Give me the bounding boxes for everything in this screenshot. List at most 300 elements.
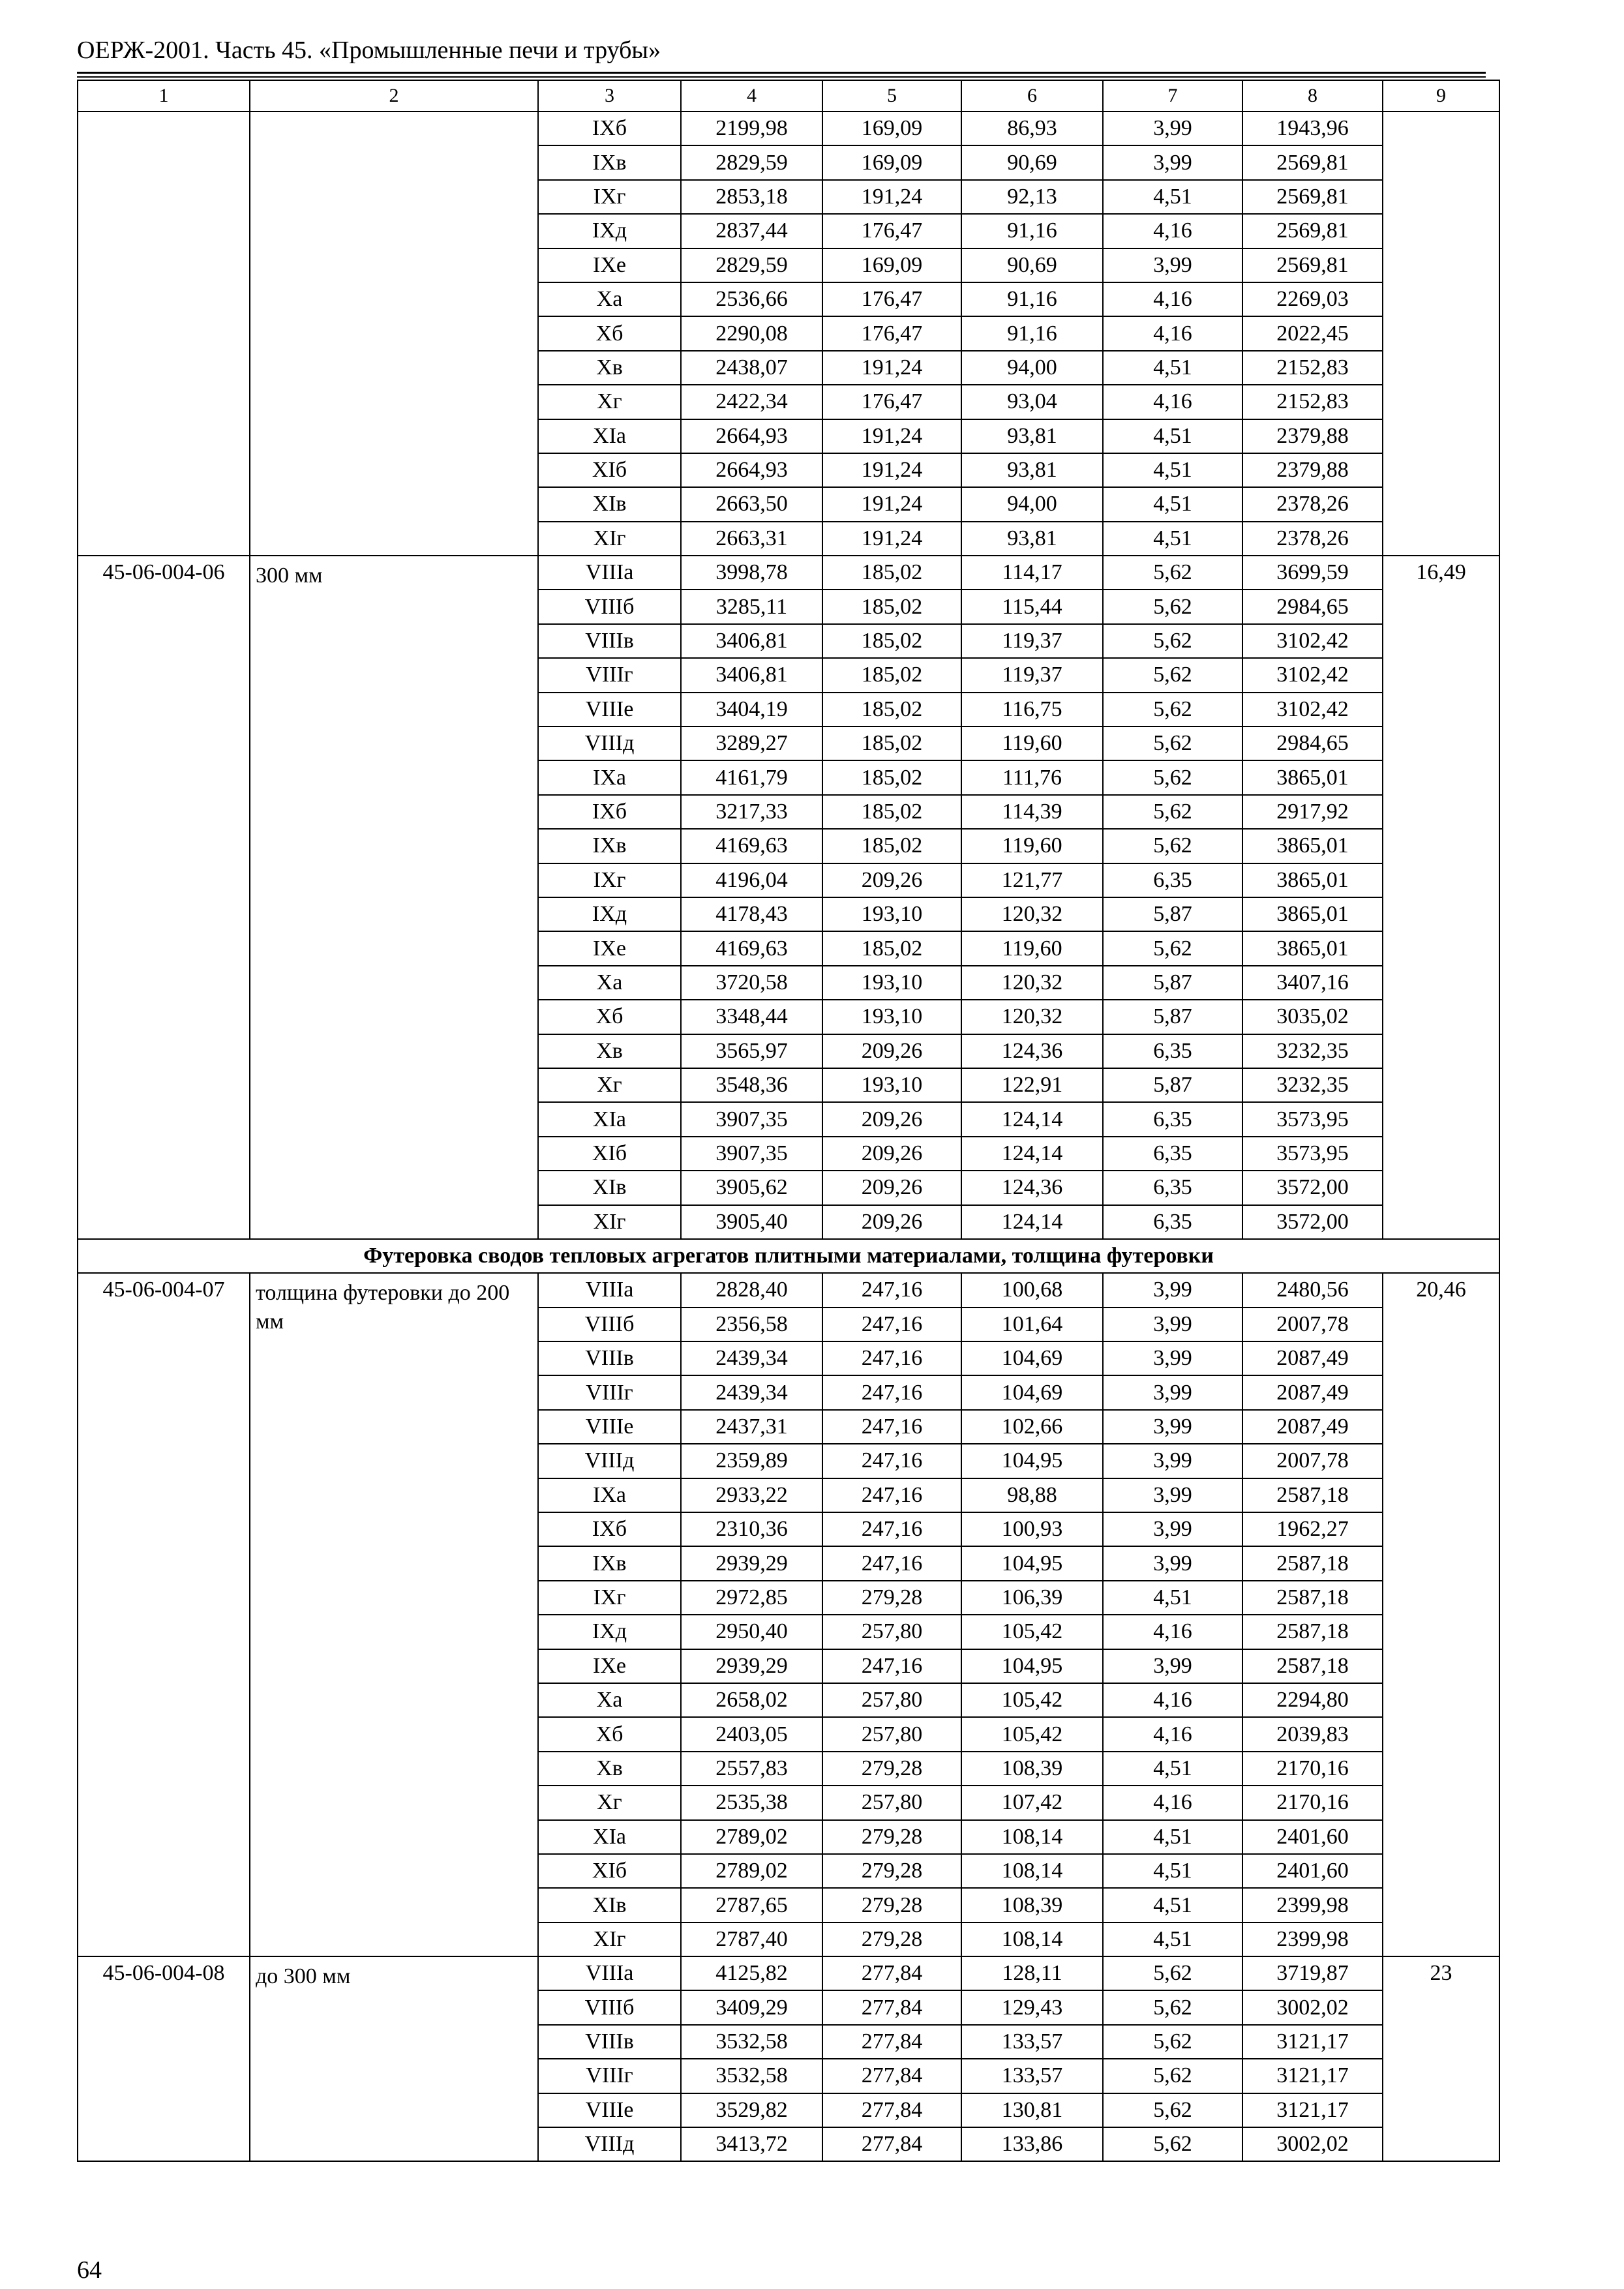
price-zone-cell: IXб: [538, 112, 681, 145]
value-cell: 3407,16: [1242, 966, 1383, 1000]
value-cell: 279,28: [822, 1820, 961, 1854]
header-rule-thin: [77, 76, 1486, 78]
value-cell: 193,10: [822, 1000, 961, 1034]
value-cell: 4,51: [1103, 180, 1242, 214]
rate-description: 300 мм: [250, 556, 538, 1239]
price-zone-cell: VIIIг: [538, 2059, 681, 2093]
value-cell: 2587,18: [1242, 1581, 1383, 1615]
value-cell: 2378,26: [1242, 522, 1383, 556]
value-cell: 257,80: [822, 1683, 961, 1717]
value-cell: 3232,35: [1242, 1034, 1383, 1068]
value-cell: 277,84: [822, 2127, 961, 2161]
value-cell: 191,24: [822, 453, 961, 487]
value-cell: 104,69: [961, 1375, 1103, 1409]
value-cell: 2152,83: [1242, 385, 1383, 419]
value-cell: 5,62: [1103, 931, 1242, 965]
value-cell: 119,60: [961, 726, 1103, 760]
value-cell: 3,99: [1103, 1341, 1242, 1375]
value-cell: 209,26: [822, 1205, 961, 1239]
value-cell: 176,47: [822, 316, 961, 350]
value-cell: 4169,63: [681, 829, 822, 863]
value-cell: 2663,31: [681, 522, 822, 556]
value-cell: 3102,42: [1242, 624, 1383, 658]
price-zone-cell: Xa: [538, 282, 681, 316]
value-cell: 3121,17: [1242, 2059, 1383, 2093]
value-cell: 185,02: [822, 624, 961, 658]
value-cell: 169,09: [822, 145, 961, 179]
value-cell: 176,47: [822, 282, 961, 316]
value-cell: 108,39: [961, 1752, 1103, 1786]
value-cell: 2933,22: [681, 1478, 822, 1512]
value-cell: 257,80: [822, 1717, 961, 1751]
value-cell: 2569,81: [1242, 145, 1383, 179]
value-cell: 2829,59: [681, 248, 822, 282]
value-cell: 2439,34: [681, 1341, 822, 1375]
column-number: 8: [1242, 80, 1383, 112]
value-cell: 3573,95: [1242, 1137, 1383, 1171]
value-cell: 3035,02: [1242, 1000, 1383, 1034]
value-cell: 5,87: [1103, 1068, 1242, 1102]
value-cell: 2917,92: [1242, 795, 1383, 829]
value-cell: 129,43: [961, 1990, 1103, 2024]
value-cell: 124,36: [961, 1171, 1103, 1204]
value-cell: 2853,18: [681, 180, 822, 214]
price-zone-cell: XIa: [538, 1820, 681, 1854]
value-cell: 209,26: [822, 1034, 961, 1068]
value-cell: 4,16: [1103, 1717, 1242, 1751]
value-cell: 4,51: [1103, 1854, 1242, 1888]
value-cell: 191,24: [822, 522, 961, 556]
value-cell: 119,60: [961, 931, 1103, 965]
value-cell: 2087,49: [1242, 1410, 1383, 1444]
price-zone-cell: XIг: [538, 522, 681, 556]
code-cell-continued: [78, 112, 250, 556]
price-zone-cell: Xг: [538, 385, 681, 419]
value-cell: 279,28: [822, 1922, 961, 1956]
value-cell: 121,77: [961, 863, 1103, 897]
value-cell: 2422,34: [681, 385, 822, 419]
value-cell: 2269,03: [1242, 282, 1383, 316]
value-cell: 2437,31: [681, 1410, 822, 1444]
price-zone-cell: VIIIб: [538, 590, 681, 623]
value-cell: 185,02: [822, 795, 961, 829]
value-cell: 5,87: [1103, 966, 1242, 1000]
value-cell: 3121,17: [1242, 2093, 1383, 2127]
value-cell: 3865,01: [1242, 863, 1383, 897]
value-cell: 101,64: [961, 1308, 1103, 1341]
value-cell: 209,26: [822, 863, 961, 897]
value-cell: 5,62: [1103, 1956, 1242, 1990]
price-zone-cell: Xa: [538, 966, 681, 1000]
value-cell: 2837,44: [681, 214, 822, 248]
value-cell: 2569,81: [1242, 180, 1383, 214]
value-cell: 3905,62: [681, 1171, 822, 1204]
value-cell: 209,26: [822, 1137, 961, 1171]
value-cell: 3865,01: [1242, 829, 1383, 863]
value-cell: 98,88: [961, 1478, 1103, 1512]
value-cell: 2356,58: [681, 1308, 822, 1341]
value-cell: 209,26: [822, 1171, 961, 1204]
column-number: 9: [1383, 80, 1499, 112]
col9-value: 23: [1383, 1956, 1499, 2161]
price-zone-cell: VIIIe: [538, 2093, 681, 2127]
value-cell: 185,02: [822, 693, 961, 726]
value-cell: 2039,83: [1242, 1717, 1383, 1751]
value-cell: 2399,98: [1242, 1922, 1383, 1956]
value-cell: 107,42: [961, 1786, 1103, 1819]
value-cell: 2022,45: [1242, 316, 1383, 350]
value-cell: 105,42: [961, 1683, 1103, 1717]
value-cell: 3232,35: [1242, 1068, 1383, 1102]
description-cell-continued: [250, 112, 538, 556]
value-cell: 3865,01: [1242, 897, 1383, 931]
value-cell: 4169,63: [681, 931, 822, 965]
value-cell: 3,99: [1103, 1546, 1242, 1580]
price-zone-cell: VIIIг: [538, 1375, 681, 1409]
value-cell: 4,51: [1103, 453, 1242, 487]
value-cell: 91,16: [961, 316, 1103, 350]
value-cell: 247,16: [822, 1512, 961, 1546]
price-zone-cell: VIIIб: [538, 1990, 681, 2024]
value-cell: 2587,18: [1242, 1546, 1383, 1580]
value-cell: 3,99: [1103, 1512, 1242, 1546]
table-row: [78, 1273, 1499, 1307]
value-cell: 3572,00: [1242, 1205, 1383, 1239]
value-cell: 3865,01: [1242, 760, 1383, 794]
value-cell: 2170,16: [1242, 1752, 1383, 1786]
value-cell: 3,99: [1103, 1273, 1242, 1307]
value-cell: 93,81: [961, 453, 1103, 487]
value-cell: 191,24: [822, 180, 961, 214]
running-header: ОЕРЖ-2001. Часть 45. «Промышленные печи и трубы»: [77, 37, 661, 64]
value-cell: 93,81: [961, 419, 1103, 453]
value-cell: 93,81: [961, 522, 1103, 556]
value-cell: 2789,02: [681, 1820, 822, 1854]
value-cell: 108,39: [961, 1888, 1103, 1922]
value-cell: 105,42: [961, 1615, 1103, 1649]
value-cell: 108,14: [961, 1820, 1103, 1854]
value-cell: 6,35: [1103, 863, 1242, 897]
value-cell: 277,84: [822, 1990, 961, 2024]
value-cell: 169,09: [822, 248, 961, 282]
value-cell: 122,91: [961, 1068, 1103, 1102]
value-cell: 185,02: [822, 590, 961, 623]
value-cell: 209,26: [822, 1102, 961, 1136]
value-cell: 2663,50: [681, 487, 822, 521]
value-cell: 124,14: [961, 1102, 1103, 1136]
column-number-row: [78, 80, 1499, 112]
price-zone-cell: VIIIв: [538, 2025, 681, 2059]
value-cell: 1962,27: [1242, 1512, 1383, 1546]
value-cell: 3121,17: [1242, 2025, 1383, 2059]
value-cell: 247,16: [822, 1444, 961, 1478]
value-cell: 279,28: [822, 1581, 961, 1615]
price-zone-cell: Xг: [538, 1786, 681, 1819]
value-cell: 104,69: [961, 1341, 1103, 1375]
value-cell: 3,99: [1103, 1410, 1242, 1444]
value-cell: 2294,80: [1242, 1683, 1383, 1717]
value-cell: 3,99: [1103, 248, 1242, 282]
price-zone-cell: IXб: [538, 795, 681, 829]
value-cell: 3907,35: [681, 1137, 822, 1171]
value-cell: 105,42: [961, 1717, 1103, 1751]
value-cell: 247,16: [822, 1341, 961, 1375]
rate-code: 45-06-004-08: [78, 1956, 250, 2161]
value-cell: 114,17: [961, 556, 1103, 590]
price-zone-cell: IXг: [538, 180, 681, 214]
table-row: [78, 1956, 1499, 1990]
column-number: 7: [1103, 80, 1242, 112]
value-cell: 5,62: [1103, 2025, 1242, 2059]
value-cell: 94,00: [961, 487, 1103, 521]
column-number: 6: [961, 80, 1103, 112]
value-cell: 3409,29: [681, 1990, 822, 2024]
price-zone-cell: IXв: [538, 1546, 681, 1580]
value-cell: 3,99: [1103, 1444, 1242, 1478]
value-cell: 4,16: [1103, 282, 1242, 316]
value-cell: 2939,29: [681, 1649, 822, 1683]
price-zone-cell: IXд: [538, 897, 681, 931]
value-cell: 3406,81: [681, 624, 822, 658]
value-cell: 185,02: [822, 829, 961, 863]
value-cell: 247,16: [822, 1308, 961, 1341]
value-cell: 3406,81: [681, 658, 822, 692]
price-zone-cell: XIб: [538, 453, 681, 487]
value-cell: 2199,98: [681, 112, 822, 145]
value-cell: 277,84: [822, 1956, 961, 1990]
price-zone-cell: VIIIв: [538, 624, 681, 658]
value-cell: 185,02: [822, 760, 961, 794]
rate-description: до 300 мм: [250, 1956, 538, 2161]
value-cell: 106,39: [961, 1581, 1103, 1615]
value-cell: 133,86: [961, 2127, 1103, 2161]
rate-description: толщина футеровки до 200 мм: [250, 1273, 538, 1956]
value-cell: 4125,82: [681, 1956, 822, 1990]
value-cell: 247,16: [822, 1410, 961, 1444]
value-cell: 191,24: [822, 419, 961, 453]
value-cell: 3102,42: [1242, 658, 1383, 692]
price-zone-cell: IXe: [538, 1649, 681, 1683]
value-cell: 2828,40: [681, 1273, 822, 1307]
value-cell: 4161,79: [681, 760, 822, 794]
value-cell: 2950,40: [681, 1615, 822, 1649]
header-rule-thick: [77, 72, 1486, 74]
value-cell: 5,62: [1103, 795, 1242, 829]
value-cell: 2787,65: [681, 1888, 822, 1922]
value-cell: 115,44: [961, 590, 1103, 623]
value-cell: 3907,35: [681, 1102, 822, 1136]
price-zone-cell: VIIIд: [538, 2127, 681, 2161]
value-cell: 104,95: [961, 1649, 1103, 1683]
value-cell: 3532,58: [681, 2025, 822, 2059]
value-cell: 2789,02: [681, 1854, 822, 1888]
value-cell: 3699,59: [1242, 556, 1383, 590]
value-cell: 93,04: [961, 385, 1103, 419]
price-zone-cell: IXб: [538, 1512, 681, 1546]
price-zone-cell: XIa: [538, 1102, 681, 1136]
value-cell: 3865,01: [1242, 931, 1383, 965]
price-zone-cell: VIIIa: [538, 556, 681, 590]
price-zone-cell: VIIIг: [538, 658, 681, 692]
table-row: [78, 556, 1499, 590]
value-cell: 86,93: [961, 112, 1103, 145]
value-cell: 2787,40: [681, 1922, 822, 1956]
value-cell: 104,95: [961, 1444, 1103, 1478]
value-cell: 4,51: [1103, 419, 1242, 453]
price-zone-cell: IXг: [538, 863, 681, 897]
value-cell: 120,32: [961, 897, 1103, 931]
value-cell: 2399,98: [1242, 1888, 1383, 1922]
price-zone-cell: XIг: [538, 1205, 681, 1239]
value-cell: 279,28: [822, 1752, 961, 1786]
value-cell: 2829,59: [681, 145, 822, 179]
value-cell: 3565,97: [681, 1034, 822, 1068]
value-cell: 5,62: [1103, 2127, 1242, 2161]
value-cell: 2569,81: [1242, 248, 1383, 282]
value-cell: 2658,02: [681, 1683, 822, 1717]
price-zone-cell: XIг: [538, 1922, 681, 1956]
value-cell: 3285,11: [681, 590, 822, 623]
price-zone-cell: VIIIд: [538, 1444, 681, 1478]
section-title: Футеровка сводов тепловых агрегатов плитными материалами, толщина футеровки: [78, 1239, 1499, 1273]
value-cell: 3572,00: [1242, 1171, 1383, 1204]
price-zone-cell: IXд: [538, 214, 681, 248]
value-cell: 119,37: [961, 624, 1103, 658]
value-cell: 3,99: [1103, 1478, 1242, 1512]
value-cell: 2569,81: [1242, 214, 1383, 248]
column-number: 3: [538, 80, 681, 112]
price-zone-cell: VIIIд: [538, 726, 681, 760]
value-cell: 3,99: [1103, 145, 1242, 179]
value-cell: 5,62: [1103, 693, 1242, 726]
value-cell: 104,95: [961, 1546, 1103, 1580]
value-cell: 3217,33: [681, 795, 822, 829]
value-cell: 130,81: [961, 2093, 1103, 2127]
value-cell: 1943,96: [1242, 112, 1383, 145]
value-cell: 3529,82: [681, 2093, 822, 2127]
price-zone-cell: IXe: [538, 248, 681, 282]
price-zone-cell: IXв: [538, 829, 681, 863]
rate-code: 45-06-004-06: [78, 556, 250, 1239]
value-cell: 108,14: [961, 1854, 1103, 1888]
value-cell: 4,51: [1103, 522, 1242, 556]
value-cell: 120,32: [961, 966, 1103, 1000]
value-cell: 279,28: [822, 1854, 961, 1888]
value-cell: 3404,19: [681, 693, 822, 726]
value-cell: 4196,04: [681, 863, 822, 897]
value-cell: 2939,29: [681, 1546, 822, 1580]
value-cell: 279,28: [822, 1888, 961, 1922]
value-cell: 5,62: [1103, 2093, 1242, 2127]
price-zone-cell: VIIIв: [538, 1341, 681, 1375]
value-cell: 5,62: [1103, 760, 1242, 794]
value-cell: 4178,43: [681, 897, 822, 931]
value-cell: 108,14: [961, 1922, 1103, 1956]
col9-cell-continued: [1383, 112, 1499, 556]
value-cell: 277,84: [822, 2059, 961, 2093]
value-cell: 193,10: [822, 1068, 961, 1102]
value-cell: 4,51: [1103, 1922, 1242, 1956]
value-cell: 2984,65: [1242, 726, 1383, 760]
value-cell: 4,51: [1103, 1820, 1242, 1854]
value-cell: 2587,18: [1242, 1478, 1383, 1512]
value-cell: 3720,58: [681, 966, 822, 1000]
value-cell: 90,69: [961, 248, 1103, 282]
value-cell: 277,84: [822, 2025, 961, 2059]
value-cell: 2439,34: [681, 1375, 822, 1409]
value-cell: 124,14: [961, 1205, 1103, 1239]
value-cell: 4,16: [1103, 1786, 1242, 1819]
value-cell: 2557,83: [681, 1752, 822, 1786]
price-zone-cell: VIIIa: [538, 1273, 681, 1307]
value-cell: 247,16: [822, 1546, 961, 1580]
value-cell: 5,62: [1103, 726, 1242, 760]
value-cell: 193,10: [822, 966, 961, 1000]
value-cell: 247,16: [822, 1649, 961, 1683]
value-cell: 2587,18: [1242, 1649, 1383, 1683]
value-cell: 133,57: [961, 2059, 1103, 2093]
price-zone-cell: IXa: [538, 1478, 681, 1512]
value-cell: 2087,49: [1242, 1375, 1383, 1409]
section-row: [78, 1239, 1499, 1273]
value-cell: 119,60: [961, 829, 1103, 863]
value-cell: 100,93: [961, 1512, 1103, 1546]
value-cell: 5,62: [1103, 658, 1242, 692]
value-cell: 2664,93: [681, 419, 822, 453]
value-cell: 116,75: [961, 693, 1103, 726]
value-cell: 257,80: [822, 1615, 961, 1649]
value-cell: 247,16: [822, 1273, 961, 1307]
value-cell: 124,36: [961, 1034, 1103, 1068]
value-cell: 257,80: [822, 1786, 961, 1819]
value-cell: 120,32: [961, 1000, 1103, 1034]
value-cell: 191,24: [822, 351, 961, 385]
value-cell: 2379,88: [1242, 419, 1383, 453]
value-cell: 111,76: [961, 760, 1103, 794]
value-cell: 119,37: [961, 658, 1103, 692]
value-cell: 4,16: [1103, 316, 1242, 350]
value-cell: 2170,16: [1242, 1786, 1383, 1819]
value-cell: 3002,02: [1242, 2127, 1383, 2161]
value-cell: 2536,66: [681, 282, 822, 316]
value-cell: 3,99: [1103, 112, 1242, 145]
value-cell: 277,84: [822, 2093, 961, 2127]
value-cell: 193,10: [822, 897, 961, 931]
value-cell: 185,02: [822, 726, 961, 760]
value-cell: 94,00: [961, 351, 1103, 385]
value-cell: 185,02: [822, 658, 961, 692]
value-cell: 4,51: [1103, 487, 1242, 521]
value-cell: 191,24: [822, 487, 961, 521]
value-cell: 4,16: [1103, 385, 1242, 419]
value-cell: 2152,83: [1242, 351, 1383, 385]
price-zone-cell: Xв: [538, 351, 681, 385]
value-cell: 5,62: [1103, 1990, 1242, 2024]
page-number: 64: [77, 2256, 102, 2284]
value-cell: 5,87: [1103, 897, 1242, 931]
value-cell: 2535,38: [681, 1786, 822, 1819]
price-zone-cell: Xa: [538, 1683, 681, 1717]
price-zone-cell: IXг: [538, 1581, 681, 1615]
price-zone-cell: XIв: [538, 487, 681, 521]
value-cell: 2403,05: [681, 1717, 822, 1751]
col9-value: 20,46: [1383, 1273, 1499, 1956]
value-cell: 2310,36: [681, 1512, 822, 1546]
value-cell: 5,87: [1103, 1000, 1242, 1034]
value-cell: 6,35: [1103, 1102, 1242, 1136]
value-cell: 133,57: [961, 2025, 1103, 2059]
price-zone-cell: XIб: [538, 1854, 681, 1888]
